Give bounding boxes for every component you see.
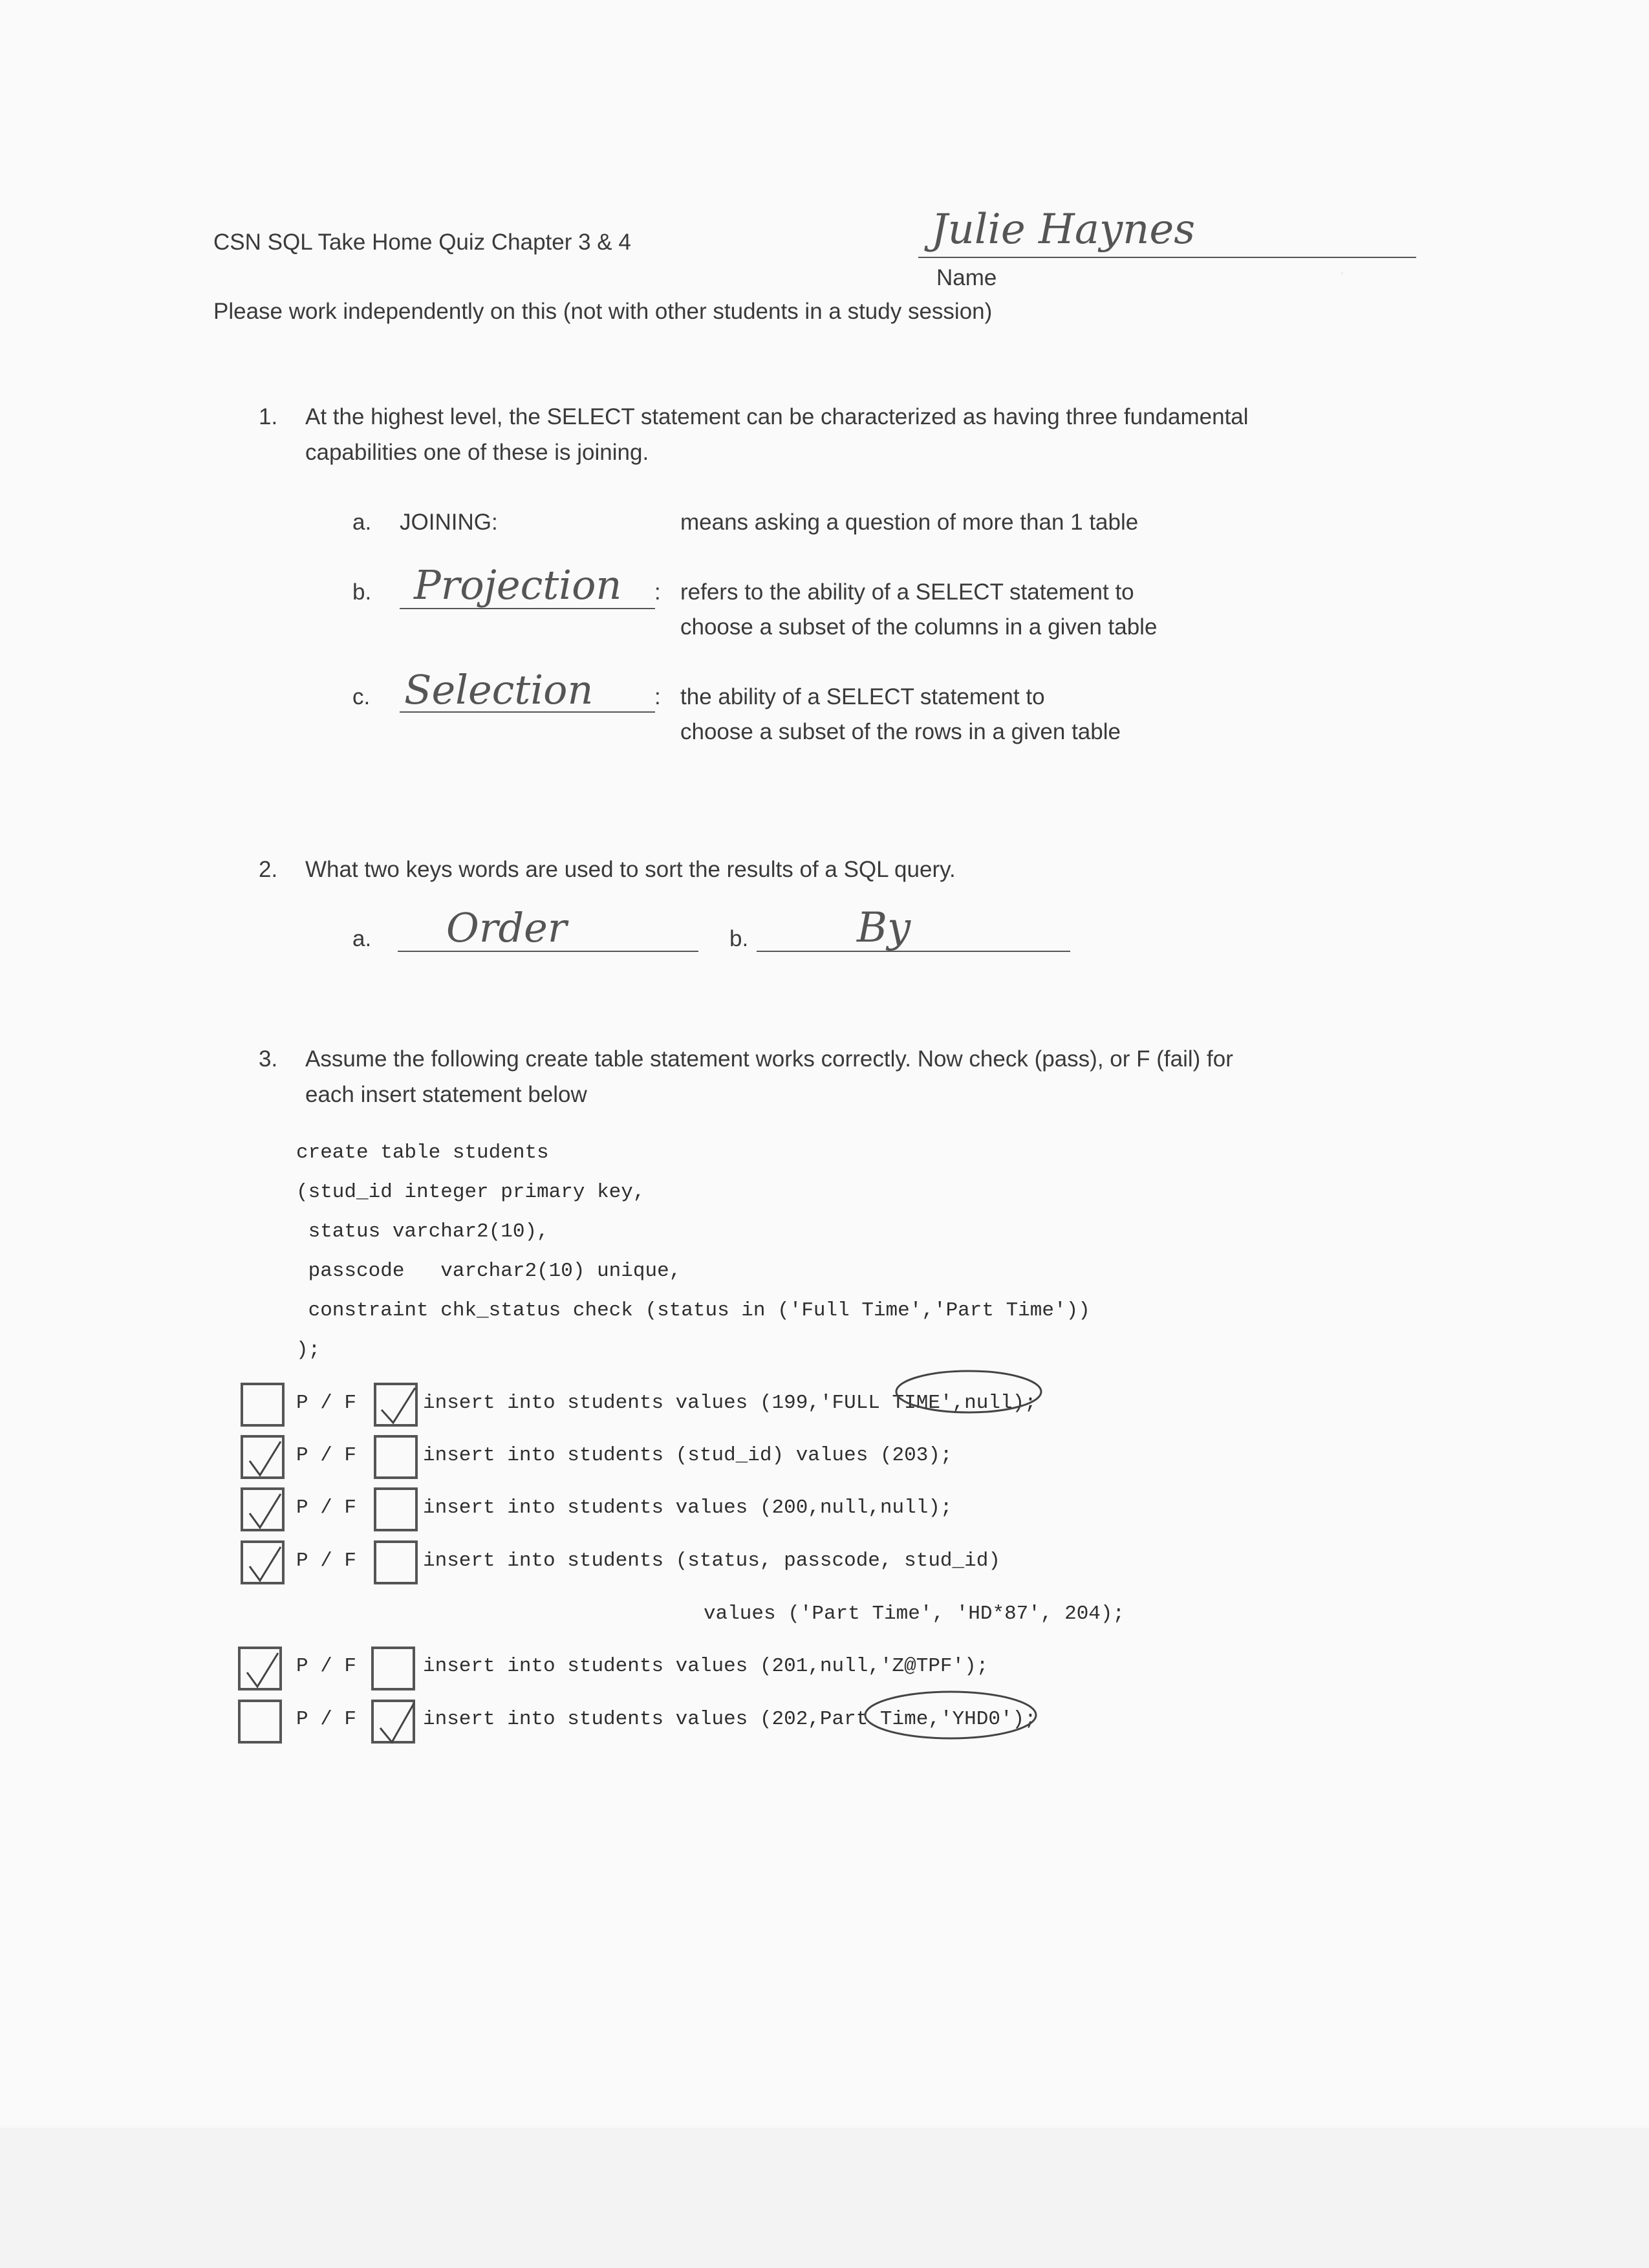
fail-checkbox[interactable] <box>374 1435 418 1479</box>
pass-checkbox[interactable] <box>241 1540 285 1584</box>
q1-text-line1: At the highest level, the SELECT statement can be characterized as having three fundamental <box>305 404 1249 429</box>
q1-c-definition-line2: choose a subset of the rows in a given table <box>680 719 1121 744</box>
insert-statement: insert into students values (199,'FULL TIME',null); <box>423 1392 1037 1414</box>
q1-b-answer-line <box>400 608 655 609</box>
q3-number: 3. <box>259 1046 278 1072</box>
q1-b-definition-line1: refers to the ability of a SELECT statement to <box>680 579 1134 605</box>
pf-label: P / F <box>296 1655 357 1678</box>
q2-number: 2. <box>259 857 278 882</box>
fail-checkbox[interactable] <box>374 1383 418 1427</box>
quiz-title: CSN SQL Take Home Quiz Chapter 3 & 4 <box>213 230 631 255</box>
q1-c-definition-line1: the ability of a SELECT statement to <box>680 684 1045 709</box>
q2-text: What two keys words are used to sort the results of a SQL query. <box>305 857 956 882</box>
instructions: Please work independently on this (not with other students in a study session) <box>213 299 993 324</box>
code-line: status varchar2(10), <box>296 1220 549 1243</box>
q3-text-line1: Assume the following create table statement works correctly. Now check (pass), or F (fail) for <box>305 1046 1233 1072</box>
name-line <box>918 257 1416 258</box>
name-label: Name <box>936 265 997 290</box>
q2-a-answer-line <box>398 951 698 952</box>
q1-b-colon: : <box>654 579 661 605</box>
pf-label: P / F <box>296 1392 357 1414</box>
q1-b-letter: b. <box>352 579 372 605</box>
checkmark-icon <box>243 1543 287 1587</box>
insert-statement: insert into students (stud_id) values (203); <box>423 1444 953 1467</box>
q1-b-answer-handwritten: Projection <box>414 561 622 609</box>
q1-c-colon: : <box>654 684 661 709</box>
scan-bottom-margin <box>0 2128 1649 2268</box>
q1-c-answer-handwritten: Selection <box>404 666 594 713</box>
checkmark-icon <box>374 1702 418 1746</box>
pass-checkbox[interactable] <box>241 1487 285 1531</box>
insert-statement: insert into students values (202,Part Time,'YHD0'); <box>423 1708 1037 1731</box>
code-line: passcode varchar2(10) unique, <box>296 1260 682 1282</box>
q2-b-answer-line <box>757 951 1070 952</box>
code-line: (stud_id integer primary key, <box>296 1181 645 1204</box>
student-name-handwritten: Julie Haynes <box>931 206 1196 254</box>
q2-b-letter: b. <box>729 926 749 951</box>
q1-a-term: JOINING: <box>400 510 498 535</box>
code-line: constraint chk_status check (status in ('Full Time','Part Time')) <box>296 1299 1090 1322</box>
pf-label: P / F <box>296 1550 357 1572</box>
fail-checkbox[interactable] <box>371 1700 415 1744</box>
checkmark-icon <box>243 1438 287 1482</box>
q1-b-definition-line2: choose a subset of the columns in a given table <box>680 614 1158 640</box>
pf-label: P / F <box>296 1708 357 1731</box>
q1-a-letter: a. <box>352 510 372 535</box>
fail-checkbox[interactable] <box>371 1647 415 1690</box>
q1-text-line2: capabilities one of these is joining. <box>305 440 649 465</box>
pass-checkbox[interactable] <box>238 1700 282 1744</box>
pf-label: P / F <box>296 1444 357 1467</box>
q1-a-definition: means asking a question of more than 1 table <box>680 510 1139 535</box>
pass-checkbox[interactable] <box>238 1647 282 1690</box>
q2-a-answer-handwritten: Order <box>446 904 567 951</box>
checkmark-icon <box>241 1649 285 1693</box>
pass-checkbox[interactable] <box>241 1383 285 1427</box>
insert-statement: insert into students values (200,null,null); <box>423 1496 953 1519</box>
pass-checkbox[interactable] <box>241 1435 285 1479</box>
code-line: ); <box>296 1339 321 1361</box>
insert-statement: insert into students (status, passcode, stud_id) <box>423 1550 1000 1572</box>
pf-label: P / F <box>296 1496 357 1519</box>
insert-statement: insert into students values (201,null,'Z@TPF'); <box>423 1655 989 1678</box>
fail-checkbox[interactable] <box>374 1487 418 1531</box>
code-line: create table students <box>296 1141 549 1164</box>
q1-number: 1. <box>259 404 278 429</box>
insert-statement-continuation: values ('Part Time', 'HD*87', 204); <box>704 1603 1125 1625</box>
q2-a-letter: a. <box>352 926 372 951</box>
q2-b-answer-handwritten: By <box>857 904 911 952</box>
q1-c-letter: c. <box>352 684 371 709</box>
q1-c-answer-line <box>400 711 655 713</box>
q3-text-line2: each insert statement below <box>305 1082 587 1107</box>
circle-mark-icon <box>892 1366 1048 1418</box>
checkmark-icon <box>376 1385 420 1429</box>
checkmark-icon <box>243 1490 287 1534</box>
circle-mark-icon <box>860 1687 1041 1745</box>
fail-checkbox[interactable] <box>374 1540 418 1584</box>
